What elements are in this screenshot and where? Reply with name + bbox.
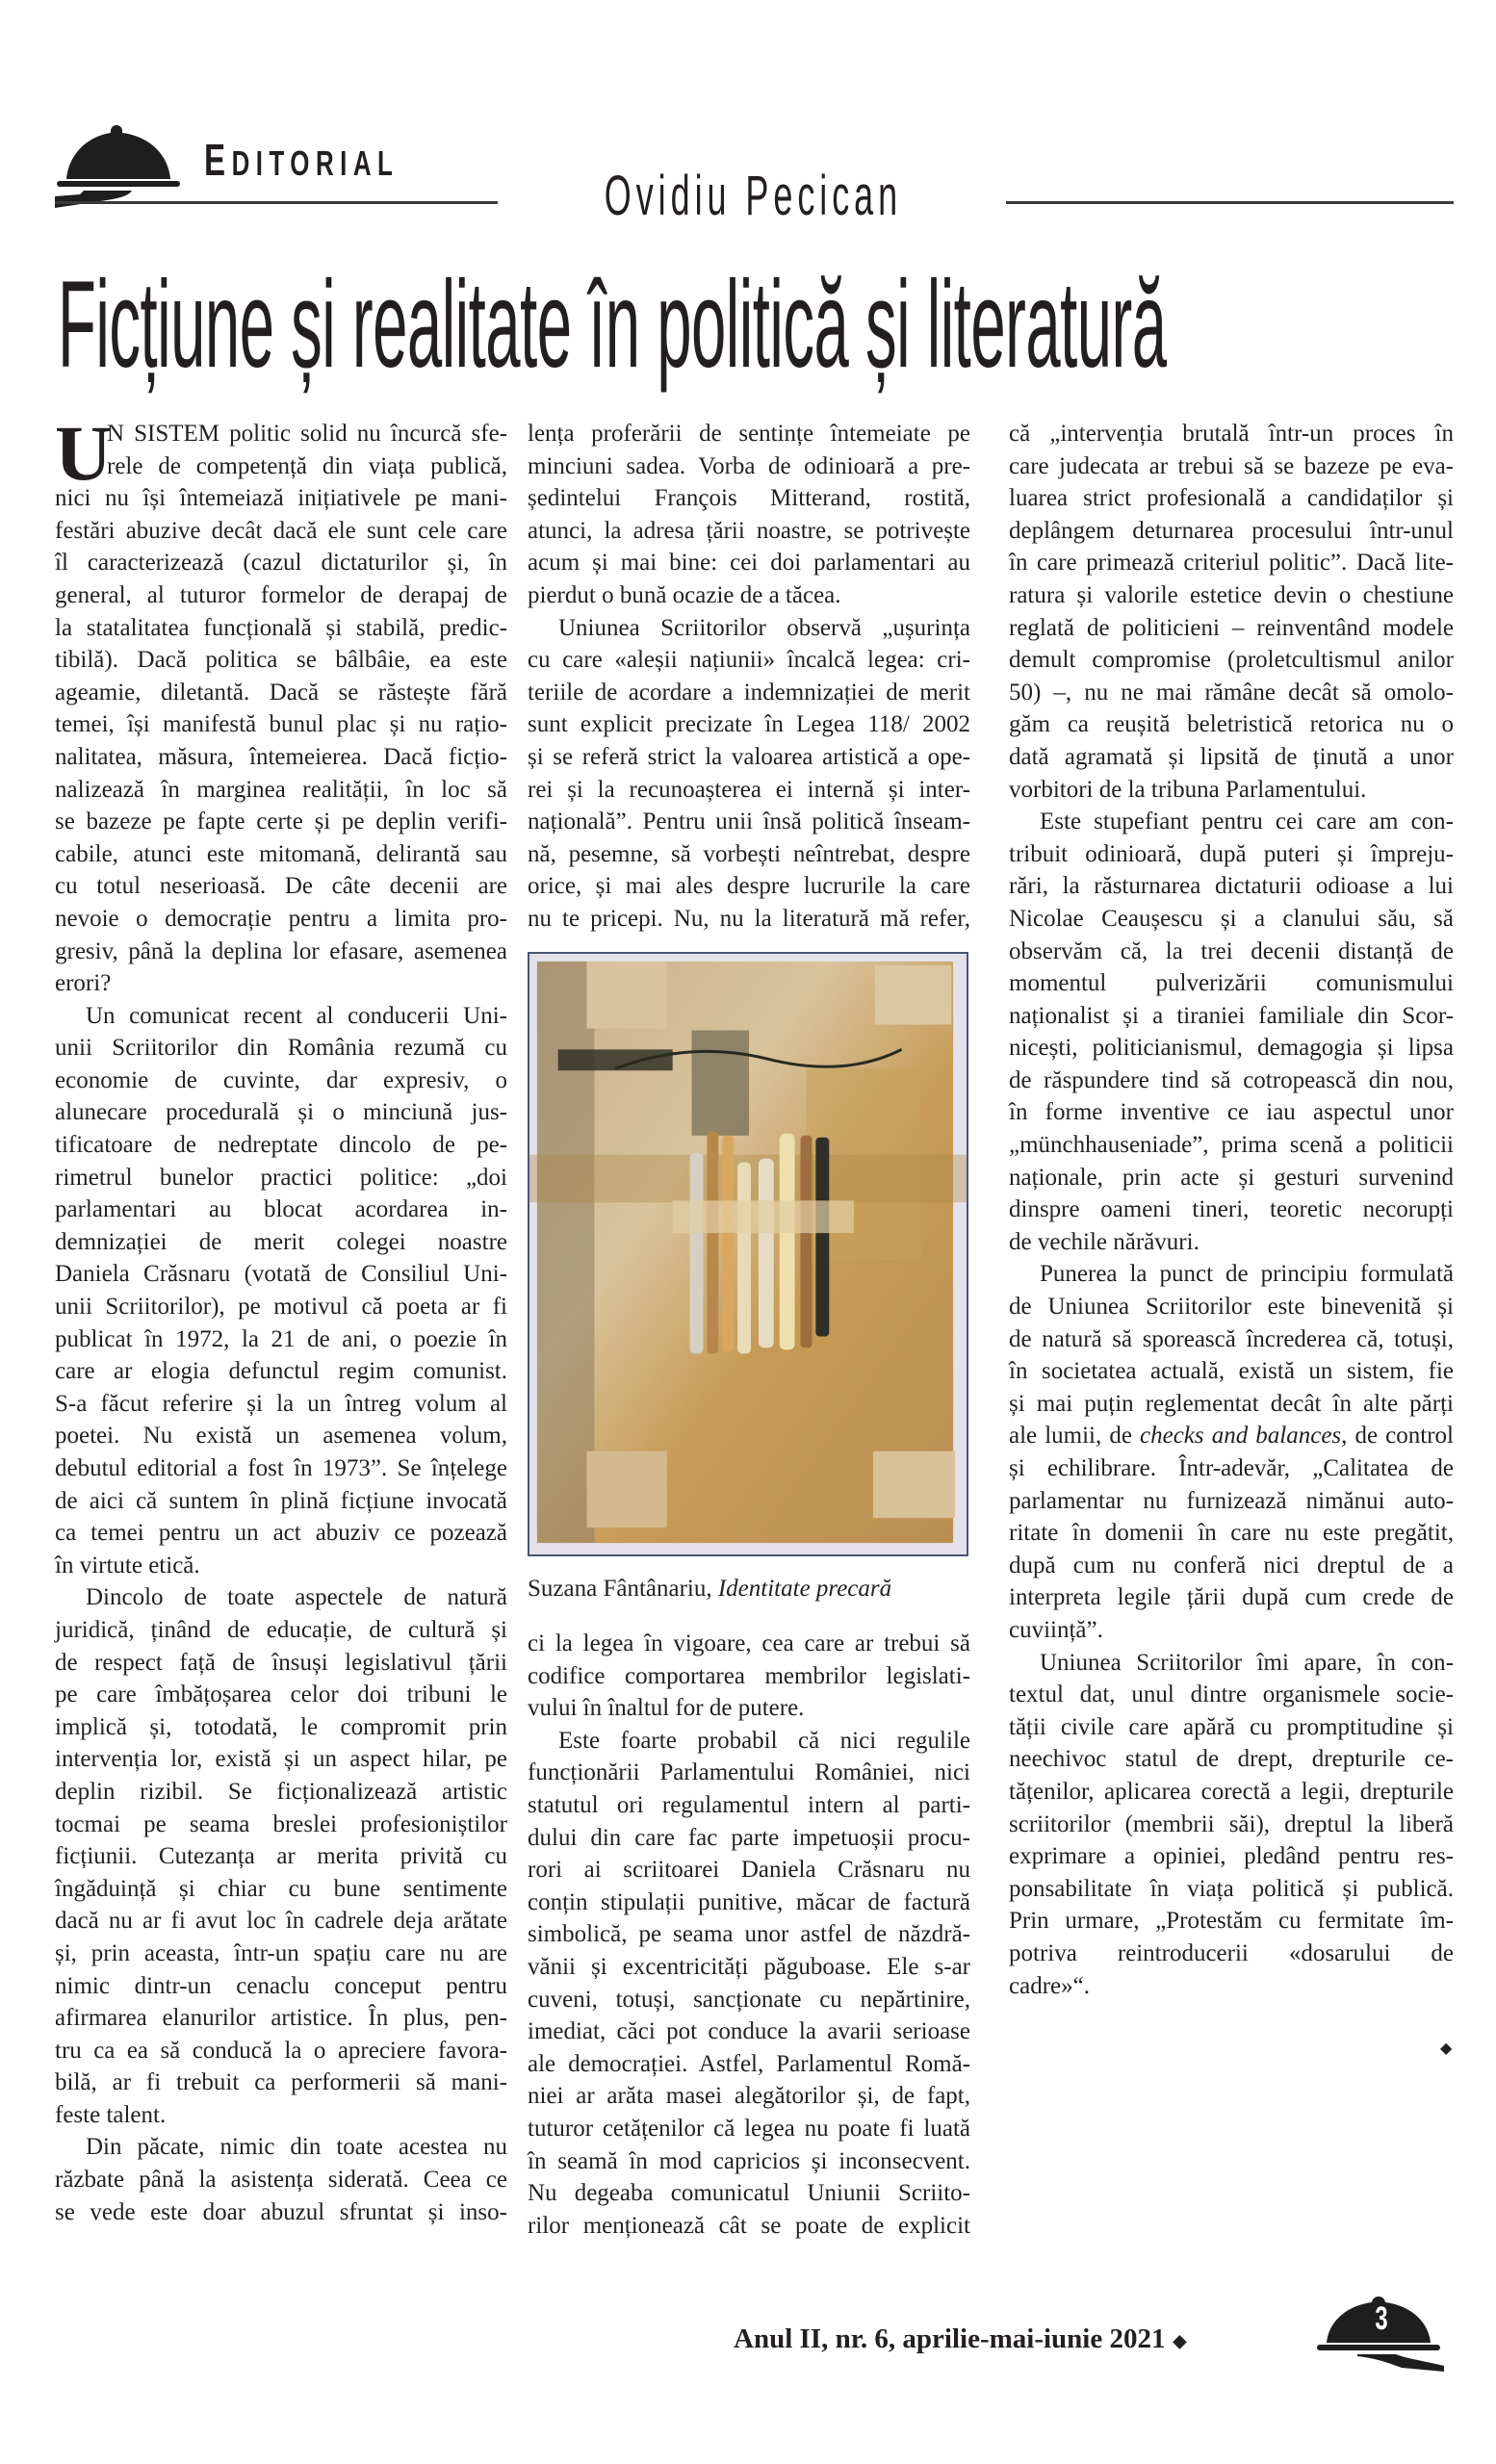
text-line: 50) –, nu ne mai rămâne decât să omolo- — [1009, 679, 1454, 706]
text-line: poetei. Nu există un asemenea volum, — [55, 1423, 507, 1450]
text-line: dată agramată și lipsită de ținută a unor — [1009, 743, 1454, 770]
text-line: Este stupefiant pentru cei care am con- — [1040, 808, 1454, 835]
text-line: teriile de acordare a indemnizației de merit — [528, 679, 970, 706]
text-line: rele de competență din viața publică, — [107, 452, 507, 479]
text-line: publicat în 1972, la 21 de ani, o poezie în — [55, 1325, 507, 1352]
text-line: Nicolae Ceaușescu și a clanului său, să — [1009, 905, 1454, 932]
text-line: funcționării Parlamentului României, nici — [528, 1759, 970, 1786]
text-line: dului din care fac parte impetuoșii procu- — [528, 1824, 970, 1851]
text-line: Uniunea Scriitorilor îmi apare, în con- — [1040, 1649, 1454, 1676]
text-line: Din păcate, nimic din toate acestea nu — [86, 2134, 507, 2161]
text-line: tuturor cetățenilor că legea nu poate fi luată — [528, 2115, 970, 2142]
text-line: reglată de politicieni – reinventând modele — [1009, 614, 1454, 641]
text-line: de răspundere tind să cotropească din nou, — [1009, 1066, 1454, 1093]
text-line: deplângem deturnarea procesului într-unul — [1009, 517, 1454, 544]
text-line: răzbate până la asistența siderată. Ceea ce — [55, 2167, 507, 2194]
text-line: textul dat, unul dintre organismele socie- — [1009, 1681, 1454, 1708]
text-line: Uniunea Scriitorilor observă „ușurința — [558, 614, 970, 641]
article-column-2-bottom — [528, 1628, 970, 2242]
text-line: „münchhauseniade”, prima scenă a politicii — [1009, 1132, 1454, 1159]
text-line: de Uniunea Scriitorilor este binevenită și — [1009, 1294, 1454, 1321]
text-line: ratura și valorile estetice devin o chestiune — [1009, 581, 1454, 608]
text-line: atunci, la adresa țării noastre, se potrivește — [528, 517, 970, 544]
text-line: juridică, ținând de educație, de cultură și — [55, 1616, 507, 1643]
text-line: Daniela Crăsnaru (votată de Consiliul Uni- — [55, 1261, 507, 1288]
text-line: de aici că suntem în plină ficțiune invocată — [55, 1487, 507, 1514]
text-line: gresiv, până la deplina lor efasare, asemenea — [55, 937, 507, 964]
text-line: se vede este doar abuzul sfruntat și inso- — [55, 2198, 507, 2225]
text-line: ponsabilitate în viața politică și publică. — [1009, 1875, 1454, 1902]
text-line: nevoie o democrație pentru a limita pro- — [55, 905, 507, 932]
text-line: scriitorilor (membrii săi), dreptul la liberă — [1009, 1810, 1454, 1837]
text-line: și mai puțin reglementat decât în alte părți — [1009, 1390, 1454, 1417]
text-line: dacă nu ar fi avut loc în cadrele deja arătate — [55, 1908, 507, 1935]
text-line: tibilă). Dacă politica se bâlbâie, ea este — [55, 647, 507, 674]
text-line: feste talent. — [55, 2101, 167, 2128]
text-line: găm ca reușită beletristică retorica nu o — [1009, 711, 1454, 738]
text-line: și echilibrare. Într-adevăr, „Calitatea de — [1009, 1455, 1454, 1481]
text-line: cu care «aleșii națiunii» încalcă legea: cri- — [528, 647, 970, 674]
text-line: bilă, ar fi trebuit ca performerii să mani- — [55, 2069, 507, 2096]
lead-in-smallcaps: N SISTEM — [107, 421, 220, 447]
text-line: interpreta legile țării după cum crede de — [1009, 1584, 1454, 1611]
text-line: nă, pesemne, să vorbești neîntrebat, despre — [528, 840, 970, 867]
issue-info: Anul II, nr. 6, aprilie-mai-iunie 2021 — [734, 2323, 1166, 2354]
text-line: și se referă strict la valoarea artistică a ope- — [528, 743, 970, 770]
text-line: acum și mai bine: cei doi parlamentari au — [528, 550, 970, 577]
text-line: cabile, atunci este mitomană, delirantă sau — [55, 840, 507, 867]
text-line: luarea strict profesională a candidaților și — [1009, 485, 1454, 512]
text-line: nicești, politicianismul, demagogia și lipsa — [1009, 1035, 1454, 1062]
page-number: 3 — [1375, 2300, 1388, 2337]
italic-phrase: checks and balances — [1140, 1423, 1342, 1450]
text-line: rilor menționează cât se poate de explicit — [528, 2212, 970, 2239]
text-line: se bazeze pe fapte certe și pe deplin verifi- — [55, 808, 507, 835]
text-line: Prin urmare, „Protestăm cu fermitate îm- — [1009, 1908, 1454, 1935]
text-line: afirmarea elanurilor artistice. În plus, pen- — [55, 2005, 507, 2032]
text-line: tru ca ea să conducă la o apreciere favora- — [55, 2037, 507, 2064]
text-line: ca temei pentru un act abuziv ce pozează — [55, 1520, 507, 1547]
text-line: Punerea la punct de principiu formulată — [1040, 1261, 1454, 1288]
cloche-serving-tray-icon — [55, 123, 182, 210]
text-line: simbolică, pe seama unor astfel de năzdră- — [528, 1921, 970, 1948]
text-line: care judecata ar trebui să se bazeze pe eva- — [1009, 452, 1454, 479]
text-line: rimetrul bunelor practici politice: „doi — [55, 1164, 507, 1191]
text-line: tății civile care apără cu promptitudine și — [1009, 1713, 1454, 1740]
text-line: statutul ori regulamentul intern al parti- — [528, 1791, 970, 1818]
text-line: tificatoare de nedreptate dincolo de pe- — [55, 1132, 507, 1159]
text-line: în care primează criteriul politic”. Dacă lite- — [1009, 550, 1454, 577]
article-title: Ficțiune și realitate în politică și literatură — [58, 256, 1167, 394]
text-line: în virtute etică. — [55, 1552, 200, 1578]
end-of-article-diamond-icon: ◆ — [1440, 2040, 1453, 2057]
text-line: erori? — [55, 970, 112, 997]
text-line: N SISTEM politic solid nu încurcă sfe- — [107, 421, 507, 447]
text-line: rori ai scriitoarei Daniela Crăsnaru nu — [528, 1857, 970, 1884]
text-line: nimic dintr-un cenaclu conceput pentru — [55, 1972, 507, 1999]
text-line: sunt explicit precizate în Legea 118/ 2002 — [528, 711, 970, 738]
article-column-2-top — [528, 418, 970, 936]
text-line: economie de cuvinte, dar expresiv, o — [55, 1066, 507, 1093]
text-line: cu totul neserioasă. De câte decenii are — [55, 873, 507, 900]
text-line: ședintelui François Mitterand, rostită, — [528, 485, 970, 512]
text-line: S-a făcut referire și la un întreg volum al — [55, 1390, 507, 1417]
text-line: ci la legea în vigoare, cea care ar trebui să — [528, 1630, 970, 1656]
text-line: unii Scriitorilor), pe motivul că poeta ar fi — [55, 1294, 507, 1321]
text-line: implică și, totodată, le compromit prin — [55, 1713, 507, 1740]
text-line: neechivoc statul de drept, drepturile ce- — [1009, 1746, 1454, 1773]
text-line: ale lumii, de checks and balances, de control — [1009, 1423, 1454, 1450]
text-line: ficțiunii. Cutezanța ar merita privită cu — [55, 1843, 507, 1870]
text-line: că „intervenția brutală într-un proces în — [1009, 421, 1454, 447]
text-line: îl caracterizează (cazul dictaturilor și, în — [55, 550, 507, 577]
section-label-rest: DITORIAL — [231, 143, 400, 183]
text-line: lența proferării de sentințe întemeiate pe — [528, 421, 970, 447]
text-line: nalitatea, măsura, întemeierea. Dacă ficțio- — [55, 743, 507, 770]
text-line: rări, la răsturnarea dictaturii odioase a lui — [1009, 873, 1454, 900]
text-line: potriva reintroducerii «dosarului de — [1009, 1939, 1454, 1966]
diamond-separator-icon: ◆ — [1173, 2331, 1187, 2351]
text-line: Un comunicat recent al conducerii Uni- — [86, 1002, 507, 1029]
text-line: Este foarte probabil că nici regulile — [558, 1727, 970, 1754]
text-line: conțin stipulații punitive, măcar de factură — [528, 1888, 970, 1915]
text-line: demnizației de merit colegei noastre — [55, 1228, 507, 1255]
text-line: codifice comportarea membrilor legislati- — [528, 1662, 970, 1689]
text-line: niei ar arăta masei alegătorilor și, de fapt, — [528, 2083, 970, 2110]
text-line: vorbitori de la tribuna Parlamentului. — [1009, 776, 1367, 803]
text-line: Dincolo de toate aspectele de natură — [86, 1584, 507, 1611]
issue-footer — [734, 2320, 1186, 2360]
text-line: parlamentar nu furnizează nimănui auto- — [1009, 1487, 1454, 1514]
text-line: exprimare a opiniei, pledând pentru res- — [1009, 1843, 1454, 1870]
article-column-1 — [55, 409, 507, 2228]
text-line: în seamă în mod capricios și inconsecvent. — [528, 2147, 970, 2174]
author-name — [501, 166, 1006, 227]
author-name-text: Ovidiu Pecican — [604, 165, 903, 227]
article-column-3 — [1009, 418, 1454, 2002]
text-line: tățenilor, aplicarea corectă a legii, drepturile — [1009, 1778, 1454, 1805]
text-line: minciuni sadea. Vorba de odinioară a pre- — [528, 452, 970, 479]
caption-artwork-title: Identitate precară — [717, 1576, 892, 1602]
text-line: general, al tuturor formelor de derapaj de — [55, 581, 507, 608]
text-line: intervenția lor, există și un aspect hilar, pe — [55, 1746, 507, 1773]
text-line: temei, își manifestă bunul plac și nu rațio- — [55, 711, 507, 738]
text-line: parlamentari au blocat acordarea in- — [55, 1196, 507, 1223]
text-line: îngăduință și chiar cu bune sentimente — [55, 1875, 507, 1902]
text-line: deplin rizibil. Se ficționalizează artistic — [55, 1778, 507, 1805]
text-line: naționalist și a tiraniei familiale din Scor- — [1009, 1002, 1454, 1029]
text-line: imediat, căci pot conduce la avarii serioase — [528, 2018, 970, 2045]
artwork-identitate-precara-image — [529, 954, 967, 1554]
text-line: vănii și excentricități păguboase. Ele s-ar — [528, 1953, 970, 1980]
text-line: în forme inventive ce iau aspectul unor — [1009, 1099, 1454, 1126]
text-line: pierdut o bună ocazie de a tăcea. — [528, 581, 841, 608]
text-line: în societatea actuală, există un sistem, fie — [1009, 1358, 1454, 1385]
text-line: de respect față de însuși legislativul țării — [55, 1649, 507, 1676]
figure-caption — [528, 1573, 970, 1605]
section-label-initial: E — [204, 135, 232, 185]
text-line: vului în înaltul for de putere. — [528, 1695, 805, 1722]
text-line: festări abuzive decât dacă ele sunt cele care — [55, 517, 507, 544]
text-line: demult compromise (proletcultismul anilor — [1009, 647, 1454, 674]
text-line: care ar elogia defunctul regim comunist. — [55, 1358, 507, 1385]
text-line: ale democrației. Astfel, Parlamentul Romă- — [528, 2050, 970, 2077]
text-line: pe care îmbățoșarea celor doi tribuni le — [55, 1681, 507, 1708]
text-line: cadre»“. — [1009, 1972, 1090, 1999]
text-line: națională”. Pentru unii însă politică înseam- — [528, 808, 970, 835]
text-line: tocmai pe seama breslei profesioniștilor — [55, 1810, 507, 1837]
text-line: nu te pricepi. Nu, nu la literatură mă refer, — [528, 905, 970, 932]
text-line: rei și la recunoașterea ei internă și inter- — [528, 776, 970, 803]
text-line: momentul pulverizării comunismului — [1009, 970, 1454, 997]
text-line: cuveni, totuși, sancționate cu nepărtinire, — [528, 1986, 970, 2013]
text-line: ritate în domenii în care nu este pregătit, — [1009, 1520, 1454, 1547]
text-line: Nu degeaba comunicatul Uniunii Scriito- — [528, 2180, 970, 2207]
text-line: orice, și mai ales despre lucrurile la care — [528, 873, 970, 900]
text-line: nici nu își întemeiază inițiativele pe mani- — [55, 485, 507, 512]
text-line: observăm că, la trei decenii distanță de — [1009, 937, 1454, 964]
text-line: unii Scriitorilor din România rezumă cu — [55, 1035, 507, 1062]
text-line: cuviință”. — [1009, 1616, 1103, 1643]
caption-artist: Suzana Fântânariu, — [528, 1576, 718, 1602]
text-line: nalizează în marginea realității, în loc să — [55, 776, 507, 803]
header-rule-right — [1006, 201, 1454, 204]
drop-cap: U — [55, 409, 113, 497]
artwork-image — [528, 952, 968, 1556]
header-rule-left — [55, 201, 498, 204]
text-line: alunecare procedurală și o minciună jus- — [55, 1099, 507, 1126]
text-line: tribuit odinioară, după puteri și împreju- — [1009, 840, 1454, 867]
text-line: ageamie, diletantă. Dacă se răstește fără — [55, 679, 507, 706]
section-label — [204, 135, 400, 185]
text-line: naționale, prin acte și gesturi survenind — [1009, 1164, 1454, 1191]
text-line: debutul editorial a fost în 1973”. Se înțelege — [55, 1455, 507, 1481]
text-line: dinspre oameni tineri, teoretic necorupți — [1009, 1196, 1454, 1223]
text-line: la statalitatea funcțională și stabilă, predic- — [55, 614, 507, 641]
text-line: de natură să sporească încrederea că, totuși, — [1009, 1325, 1454, 1352]
text-line: după cum nu conferă nici dreptul de a — [1009, 1552, 1454, 1578]
text-line: și, prin aceasta, într-un spațiu care nu are — [55, 1939, 507, 1966]
text-line: de vechile nărăvuri. — [1009, 1228, 1199, 1255]
